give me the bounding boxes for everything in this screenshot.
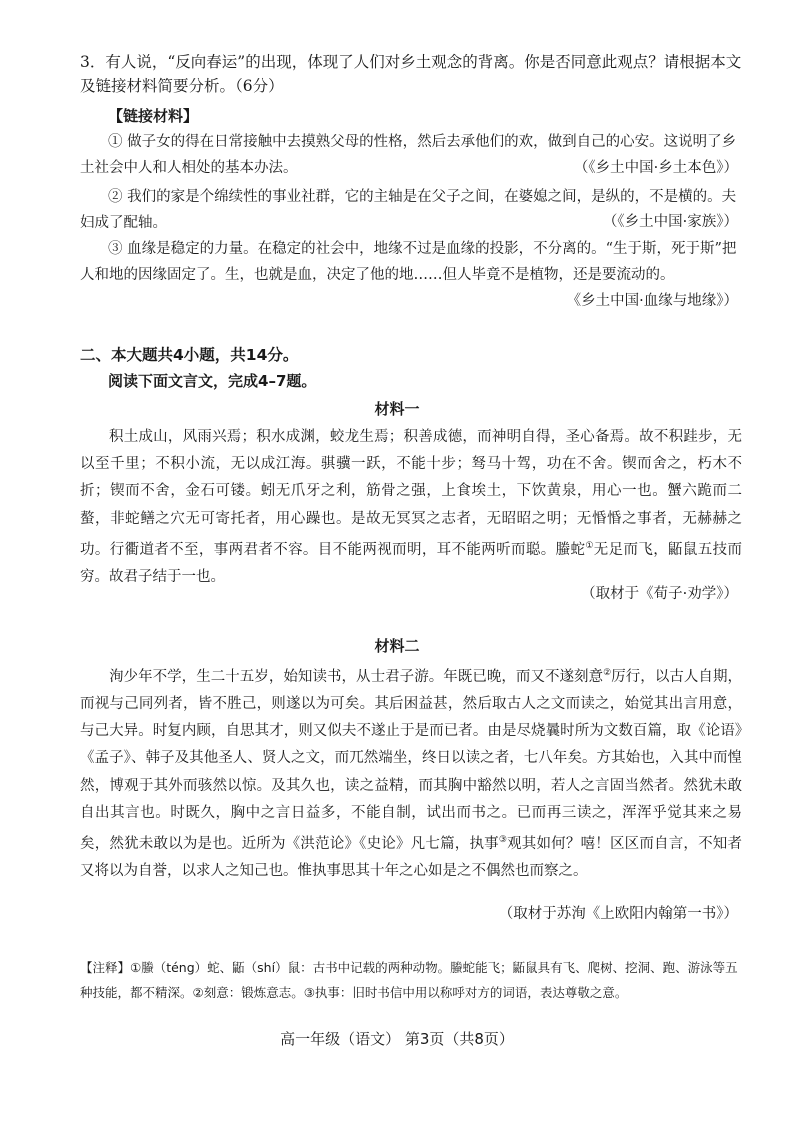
page-footer: 高一年级（语文） 第3页（共8页） (280, 1030, 514, 1048)
annotation-notes: 【注释】①螣（téng）蛇、鼫（shí）鼠：古书中记载的两种动物。螣蛇能飞；鼫鼠具有飞、爬树、挖洞、跑、游泳等五种技能，都不精深。②刻意：锻炼意志。③执事：旧时书信中用以称呼对方的词语，表达尊敬之意。 (80, 960, 738, 1000)
link-material-2: ② 我们的家是个绵续性的事业社群，它的主轴是在父子之间，在婆媳之间，是纵的，不是横的。夫妇成了配轴。 (80, 189, 737, 231)
link-material-1: ① 做子女的得在日常接触中去摸熟父母的性格，然后去承他们的欢，做到自己的心安。这说明了乡土社会中人和人相处的基本办法。 (80, 134, 737, 176)
link-material-2-source: （《乡土中国·家族》） (602, 214, 738, 230)
question-3-text: 3．有人说，“反向春运”的出现，体现了人们对乡土观念的背离。你是否同意此观点？请根据本文及链接材料简要分析。（6分） (80, 53, 742, 95)
material-1-text (80, 424, 742, 591)
material-2-text (80, 660, 742, 885)
section-2-instruction: 阅读下面文言文，完成4–7题。 (108, 372, 317, 390)
material-2-text-a: 洵少年不学，生二十五岁，始知读书，从士君子游。年既已晚，而又不遂刻意 (109, 668, 604, 685)
material-1-title: 材料一 (374, 400, 420, 418)
material-1-text-a: 积土成山，风雨兴焉；积水成渊，蛟龙生焉；积善成德，而神明自得，圣心备焉。故不积跬步，无以至千里；不积小流，无以成江海。骐骥一跃，不能十步；驽马十驾，功在不舍。锲而舍之，朽木不折；锲而不舍，金石可镂。蚓无爪牙之利，筋骨之强，上食埃土，下饮黄泉，用心一也。蟹六跪而二螯，非蛇鳝之穴无可寄托者，用心躁也。是故无冥冥之志者，无昭昭之明；无惛惛之事者，无赫赫之功。行衢道者不至，事两君者不容。目不能两视而明，耳不能两听而聪。螣蛇 (80, 429, 742, 558)
link-material-1-source: （《乡土中国·乡土本色》） (573, 160, 738, 176)
link-materials-title: 【链接材料】 (108, 107, 199, 125)
footnote-marker-2: ② (603, 668, 612, 678)
link-material-3: ③ 血缘是稳定的力量。在稳定的社会中，地缘不过是血缘的投影，不分离的。“生于斯，死于斯”把人和地的因缘固定了。生，也就是血，决定了他的地……但人毕竟不是植物，还是要流动的。 (80, 241, 737, 283)
material-2-text-b: 厉行，以古人自期，而视与己同列者，皆不胜己，则遂以为可矣。其后困益甚，然后取古人之文而读之，始觉其出言用意，与己大异。时复内顾，自思其才，则又似夫不遂止于是而已者。由是尽烧曩时所为文数百篇，取《论语》《孟子》、韩子及其他圣人、贤人之文，而兀然端坐，终日以读之者，七八年矣。方其始也，入其中而惶然，博观于其外而骇然以惊。及其久也，读之益精，而其胸中豁然以明，若人之言固当然者。然犹未敢自出其言也。时既久，胸中之言日益多，不能自制，试出而书之。已而再三读之，浑浑乎觉其来之易矣，然犹未敢以为是也。近所为《洪范论》《史论》凡七篇，执事 (80, 668, 742, 852)
question-3 (80, 50, 746, 98)
footnote-marker-3: ③ (498, 835, 508, 846)
link-material-3-source: 《乡土中国·血缘与地缘》） (566, 293, 738, 309)
material-2-title: 材料二 (374, 637, 420, 655)
material-1-source: （取材于《荀子·劝学》） (581, 586, 738, 602)
material-2-text-c: 观其如何？嘻！区区而自言，不知者又将以为自誉，以求人之知己也。惟执事思其十年之心如是之不偶然也而察之。 (80, 835, 742, 880)
material-1-text-b: 无足而飞，鼫鼠五技而穷。故君子结于一也。 (80, 541, 743, 585)
section-2-heading: 二、本大题共4小题，共14分。 (80, 346, 299, 364)
material-2-source: （取材于苏洵《上欧阳内翰第一书》） (498, 906, 738, 922)
footnote-marker-1: ① (585, 540, 594, 551)
